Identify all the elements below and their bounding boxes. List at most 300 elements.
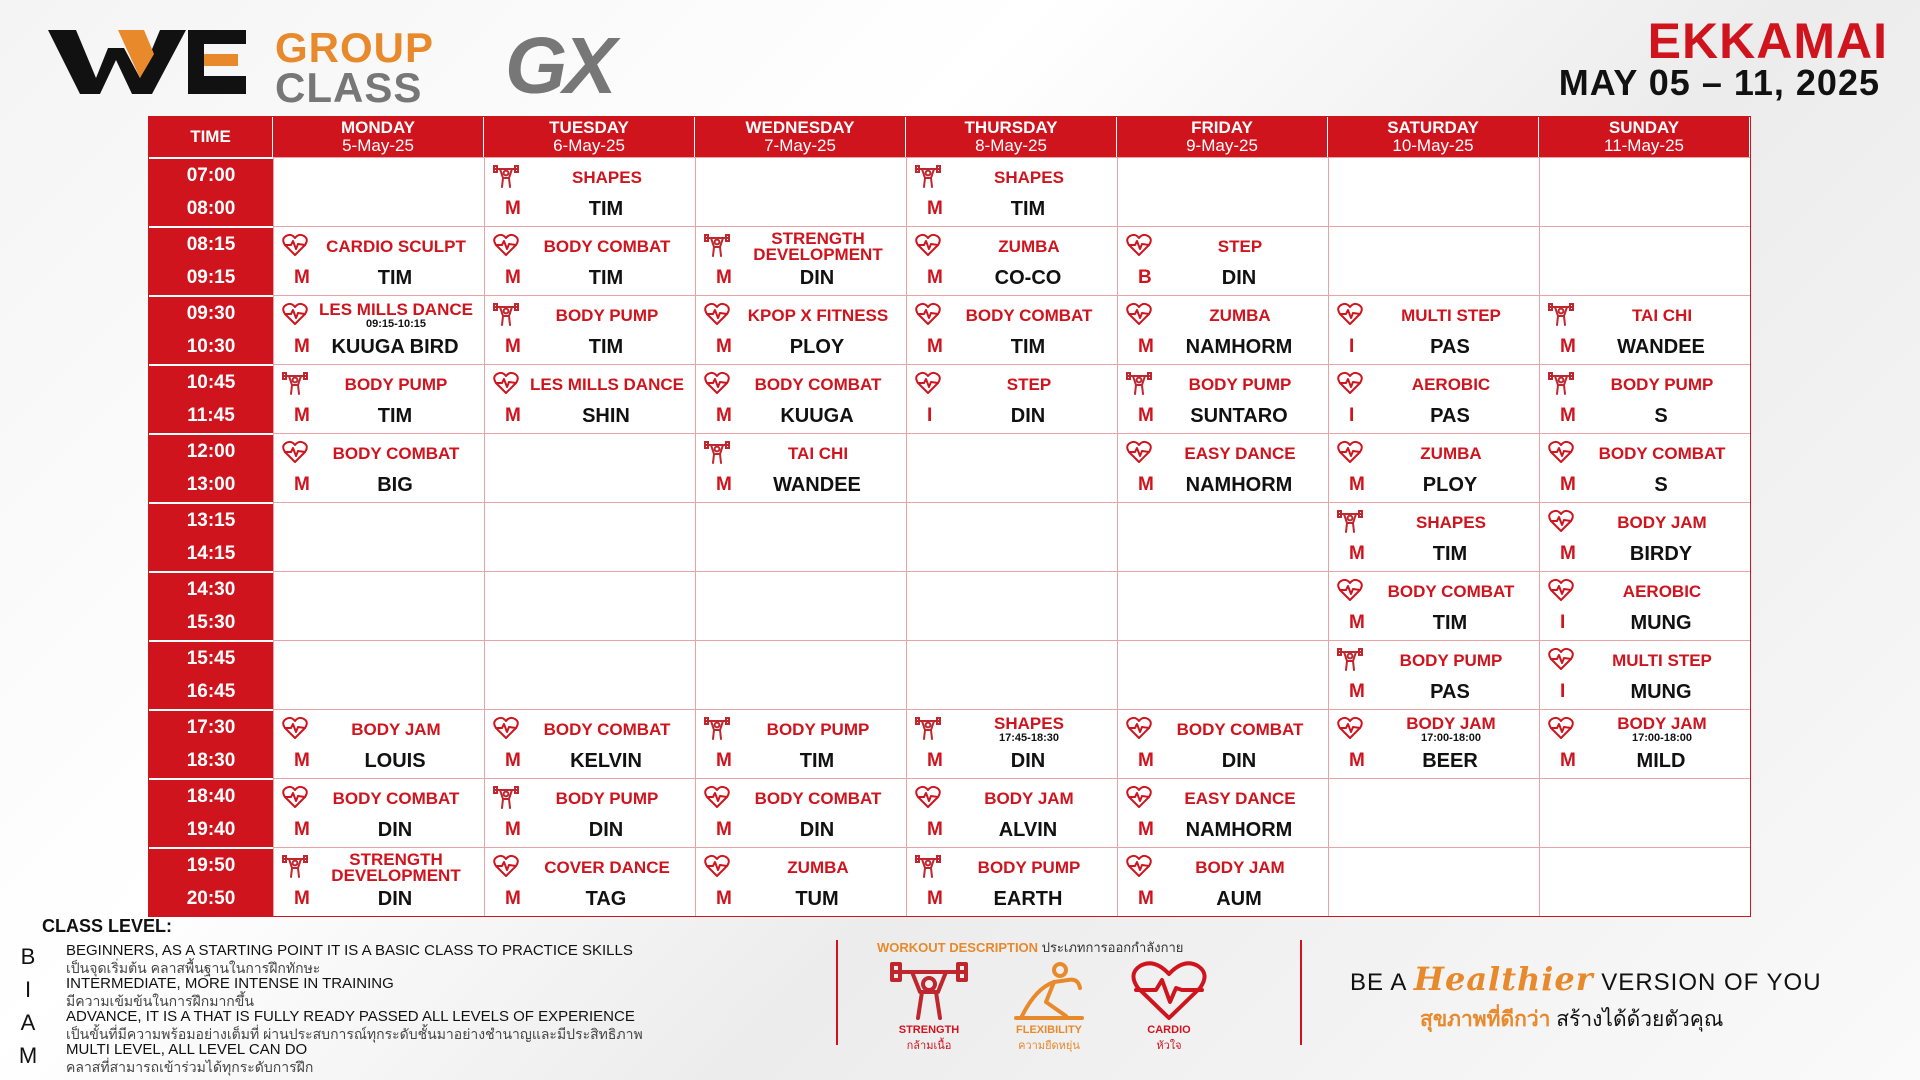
cardio-icon (282, 301, 308, 327)
empty-cell (273, 157, 484, 226)
trainer-name: WANDEE (1617, 336, 1705, 358)
time-slot (149, 364, 273, 433)
trainer-name: EARTH (993, 888, 1063, 910)
class-cell (273, 364, 484, 433)
time-start: 08:15 (186, 233, 236, 255)
empty-cell (1539, 157, 1750, 226)
class-level: M (716, 336, 732, 357)
class-name-text: MULTI STEP (1401, 306, 1501, 325)
cardio-icon (282, 715, 308, 741)
trainer-name: WANDEE (773, 474, 861, 496)
empty-cell (484, 502, 695, 571)
class-name-text: EASY DANCE (1184, 444, 1296, 463)
class-name-text: BODY COMBAT (754, 789, 882, 808)
class-level: M (1138, 336, 1154, 357)
cardio-icon (1548, 439, 1574, 465)
empty-cell (1328, 226, 1539, 295)
empty-cell (1328, 847, 1539, 916)
class-name (521, 367, 693, 403)
class-level-a (16, 1008, 816, 1041)
day-name: FRIDAY (1191, 118, 1253, 137)
class-level: I (1349, 336, 1355, 357)
class-name-text: SHAPES (1416, 513, 1486, 532)
trainer-name: TIM (1432, 612, 1468, 634)
class-cell (906, 226, 1117, 295)
class-level-m (16, 1041, 816, 1074)
trainer-name: TIM (377, 405, 413, 427)
trainer-name: TIM (588, 198, 624, 220)
class-level-b (16, 942, 816, 975)
day-name: SUNDAY (1608, 118, 1680, 137)
class-cell (695, 226, 906, 295)
class-cell (273, 433, 484, 502)
workout-cardio-en: CARDIO (1147, 1024, 1191, 1036)
trainer-name: KUUGA (780, 405, 854, 427)
trainer-name: KELVIN (570, 750, 642, 772)
class-name-text: BODY PUMP (1610, 375, 1714, 394)
date-range: MAY 05 – 11, 2025 (1558, 62, 1880, 103)
trainer-name: TIM (588, 336, 624, 358)
strength-icon (493, 784, 519, 810)
trainer-name: TIM (1010, 336, 1046, 358)
cardio-icon (704, 853, 730, 879)
strength-icon (493, 301, 519, 327)
cardio-icon (1548, 508, 1574, 534)
class-name-text: SHAPES (572, 168, 642, 187)
class-time: 17:45-18:30 (999, 732, 1059, 744)
trainer-name: KUUGA BIRD (331, 336, 459, 358)
day-header-wednesday (695, 117, 906, 157)
class-name (1365, 505, 1537, 541)
slogan-highlight: Healthier (1413, 960, 1594, 998)
trainer-name: ALVIN (998, 819, 1058, 841)
class-name (310, 298, 482, 334)
day-date: 10-May-25 (1392, 136, 1474, 155)
class-name-text: BODY JAM (1617, 714, 1707, 733)
class-name (1365, 712, 1537, 748)
strength-icon (1337, 508, 1363, 534)
empty-cell (484, 433, 695, 502)
class-level: M (505, 267, 521, 288)
cardio-icon (1126, 958, 1212, 1024)
class-name (521, 850, 693, 886)
trainer-name: NAMHORM (1185, 474, 1293, 496)
time-slot (149, 226, 273, 295)
class-name-text: BODY PUMP (766, 720, 870, 739)
class-name-text: STEP (1006, 375, 1052, 394)
day-date: 6-May-25 (553, 136, 625, 155)
class-name-text: BODY JAM (351, 720, 441, 739)
trainer-name: MILD (1636, 750, 1686, 772)
class-name (1365, 367, 1537, 403)
we-logo-icon (48, 20, 248, 98)
trainer-name: MUNG (1630, 681, 1692, 703)
strength-icon (1548, 370, 1574, 396)
workout-cardio-th: หัวใจ (1156, 1040, 1182, 1052)
class-cell (1328, 295, 1539, 364)
empty-cell (1328, 157, 1539, 226)
cardio-icon (704, 784, 730, 810)
class-name (943, 850, 1115, 886)
trainer-name: DIN (1010, 750, 1046, 772)
class-level: M (1349, 750, 1365, 771)
cardio-icon (282, 439, 308, 465)
class-cell (1117, 295, 1328, 364)
class-name (521, 712, 693, 748)
class-cell (1117, 226, 1328, 295)
class-name (732, 712, 904, 748)
class-name (943, 712, 1115, 748)
empty-cell (906, 502, 1117, 571)
workout-description-title-th: ประเภทการออกกำลังกาย (1041, 940, 1184, 955)
trainer-name: SUNTARO (1190, 405, 1288, 427)
class-name (943, 160, 1115, 196)
slogan (1350, 960, 1822, 998)
level-desc-th: มีความเข้มข้นในการฝึกมากขึ้น (66, 993, 254, 1009)
strength-icon (282, 853, 308, 879)
time-end: 16:45 (186, 681, 236, 703)
class-cell (1117, 847, 1328, 916)
class-cell (484, 157, 695, 226)
class-name (521, 160, 693, 196)
strength-icon (493, 163, 519, 189)
workout-flexibility-en: FLEXIBILITY (1016, 1024, 1082, 1036)
class-cell (906, 847, 1117, 916)
class-name (732, 298, 904, 334)
trainer-name: TIM (588, 267, 624, 289)
class-level: M (716, 819, 732, 840)
class-name-text: BODY COMBAT (754, 375, 882, 394)
class-name-text: COVER DANCE (544, 858, 670, 877)
class-name-text: BODY JAM (984, 789, 1074, 808)
class-name-text: STRENGTH DEVELOPMENT (331, 850, 461, 885)
level-desc-en: ADVANCE, IT IS A THAT IS FULLY READY PASSED ALL LEVELS OF EXPERIENCE (66, 1008, 635, 1025)
class-name-text: BODY COMBAT (332, 789, 460, 808)
class-name (943, 781, 1115, 817)
level-desc-en: INTERMEDIATE, MORE INTENSE IN TRAINING (66, 975, 394, 992)
empty-cell (906, 571, 1117, 640)
trainer-name: DIN (1221, 267, 1257, 289)
class-cell (906, 295, 1117, 364)
empty-cell (1539, 847, 1750, 916)
class-name-text: ZUMBA (1420, 444, 1482, 463)
class-name (1154, 781, 1326, 817)
day-name: MONDAY (341, 118, 415, 137)
class-name-text: BODY PUMP (1188, 375, 1292, 394)
level-desc-th: เป็นจุดเริ่มต้น คลาสพื้นฐานในการฝึกทักษะ (66, 960, 321, 976)
trainer-name: TIM (1010, 198, 1046, 220)
class-level: M (927, 819, 943, 840)
trainer-name: NAMHORM (1185, 819, 1293, 841)
strength-icon (915, 163, 941, 189)
time-slot (149, 433, 273, 502)
trainer-name: MUNG (1630, 612, 1692, 634)
trainer-name: CO-CO (994, 267, 1062, 289)
class-name-text: TAI CHI (1631, 306, 1693, 325)
branch-name: EKKAMAI (1647, 13, 1888, 69)
trainer-name: DIN (1010, 405, 1046, 427)
level-code: A (20, 1010, 36, 1035)
class-name (732, 436, 904, 472)
class-level: M (927, 198, 943, 219)
class-name (1154, 298, 1326, 334)
strength-icon (886, 958, 972, 1024)
we-logo (48, 20, 248, 98)
time-slot (149, 709, 273, 778)
class-name-text: BODY COMBAT (332, 444, 460, 463)
cardio-icon (915, 232, 941, 258)
class-name-text: BODY JAM (1617, 513, 1707, 532)
class-name-text: BODY JAM (1195, 858, 1285, 877)
class-name (1154, 229, 1326, 265)
class-name-text: MULTI STEP (1612, 651, 1712, 670)
trainer-name: TIM (799, 750, 835, 772)
class-name (943, 229, 1115, 265)
cardio-icon (1126, 784, 1152, 810)
class-level: M (1560, 474, 1576, 495)
empty-cell (906, 640, 1117, 709)
class-name (310, 850, 482, 886)
class-cell (1117, 778, 1328, 847)
class-level: I (1560, 681, 1566, 702)
trainer-name: DIN (799, 267, 835, 289)
time-end: 11:45 (187, 405, 235, 427)
time-slot (149, 847, 273, 916)
class-time: 17:00-18:00 (1421, 732, 1481, 744)
strength-icon (1126, 370, 1152, 396)
cardio-icon (493, 370, 519, 396)
time-end: 20:50 (186, 888, 236, 910)
trainer-name: S (1654, 405, 1668, 427)
day-header-monday (273, 117, 484, 157)
class-cell (1117, 364, 1328, 433)
time-start: 12:00 (186, 440, 236, 462)
class-cell (1539, 433, 1750, 502)
workout-description-title-en: WORKOUT DESCRIPTION (877, 940, 1039, 955)
time-start: 10:45 (186, 371, 236, 393)
time-end: 13:00 (186, 474, 236, 496)
class-cell (1539, 364, 1750, 433)
class-name-text: BODY COMBAT (543, 237, 671, 256)
class-level: M (505, 336, 521, 357)
strength-icon (704, 232, 730, 258)
trainer-name: DIN (588, 819, 624, 841)
level-code: B (20, 944, 36, 969)
level-desc-en: BEGINNERS, AS A STARTING POINT IT IS A BASIC CLASS TO PRACTICE SKILLS (66, 942, 633, 959)
class-name (1576, 505, 1748, 541)
class-level: M (1560, 750, 1576, 771)
class-name (1576, 367, 1748, 403)
class-cell (1328, 640, 1539, 709)
time-end: 15:30 (186, 612, 236, 634)
cardio-icon (282, 232, 308, 258)
class-cell (273, 709, 484, 778)
cardio-icon (1548, 646, 1574, 672)
class-cell (1539, 295, 1750, 364)
class-level: M (1560, 543, 1576, 564)
trainer-name: TUM (795, 888, 839, 910)
empty-cell (484, 640, 695, 709)
workout-strength-th: กล้ามเนื้อ (906, 1040, 952, 1052)
class-name-text: STRENGTH DEVELOPMENT (753, 229, 883, 264)
time-end: 14:15 (186, 543, 236, 565)
level-desc-th: เป็นขั้นที่มีความพร้อมอย่างเต็มที่ ผ่านประสบการณ์ทุกระดับชั้นมาอย่างชำนาญและมีประสิทธิภาพ (66, 1026, 643, 1042)
class-cell (273, 226, 484, 295)
empty-cell (1539, 226, 1750, 295)
class-name-text: KPOP X FITNESS (747, 306, 889, 325)
class-name (1576, 574, 1748, 610)
cardio-icon (1126, 853, 1152, 879)
day-date: 7-May-25 (764, 136, 836, 155)
strength-icon (1337, 646, 1363, 672)
class-name-text: BODY PUMP (1399, 651, 1503, 670)
trainer-name: TIM (1432, 543, 1468, 565)
workout-description-title (877, 937, 1183, 958)
class-name-text: LES MILLS DANCE (530, 375, 684, 394)
cardio-icon (282, 784, 308, 810)
trainer-name: LOUIS (364, 750, 426, 772)
class-name-text: AEROBIC (1411, 375, 1491, 394)
day-header-thursday (906, 117, 1117, 157)
class-name-text: AEROBIC (1622, 582, 1702, 601)
class-level: I (927, 405, 933, 426)
empty-cell (1328, 778, 1539, 847)
strength-icon (704, 715, 730, 741)
class-level: M (294, 267, 310, 288)
level-code: M (18, 1043, 38, 1068)
strength-icon (282, 370, 308, 396)
empty-cell (1117, 157, 1328, 226)
cardio-icon (1337, 715, 1363, 741)
class-name-text: BODY JAM (1406, 714, 1496, 733)
class-level: M (294, 888, 310, 909)
strength-icon (915, 853, 941, 879)
empty-cell (484, 571, 695, 640)
cardio-icon (1126, 439, 1152, 465)
class-name (732, 850, 904, 886)
cardio-icon (1337, 370, 1363, 396)
class-cell (1539, 640, 1750, 709)
class-cell (1328, 709, 1539, 778)
class-name-text: SHAPES (994, 714, 1064, 733)
class-name-text: ZUMBA (998, 237, 1060, 256)
trainer-name: NAMHORM (1185, 336, 1293, 358)
slogan-thai (1420, 1003, 1723, 1036)
class-cell (484, 847, 695, 916)
time-slot (149, 640, 273, 709)
class-level: M (927, 888, 943, 909)
cardio-icon (704, 301, 730, 327)
time-start: 13:15 (186, 509, 236, 531)
class-cell (484, 709, 695, 778)
class-name (1154, 850, 1326, 886)
class-name (1365, 643, 1537, 679)
class-name (310, 229, 482, 265)
workout-cardio (1114, 958, 1224, 1054)
class-name (521, 298, 693, 334)
divider (836, 940, 838, 1045)
header-time: TIME (149, 117, 273, 157)
class-level: M (1560, 336, 1576, 357)
class-cell (1328, 502, 1539, 571)
trainer-name: PAS (1430, 405, 1470, 427)
class-cell (695, 847, 906, 916)
class-cell (695, 709, 906, 778)
class-cell (273, 778, 484, 847)
class-cell (1117, 709, 1328, 778)
class-name-text: ZUMBA (1209, 306, 1271, 325)
slogan-pre: BE A (1350, 969, 1407, 996)
empty-cell (695, 157, 906, 226)
day-header-saturday (1328, 117, 1539, 157)
logo-gx-text: GX (505, 21, 613, 110)
empty-cell (273, 571, 484, 640)
empty-cell (273, 640, 484, 709)
class-cell (1539, 502, 1750, 571)
class-name (310, 367, 482, 403)
class-time: 17:00-18:00 (1632, 732, 1692, 744)
time-end: 09:15 (186, 267, 236, 289)
trainer-name: BIRDY (1629, 543, 1693, 565)
class-level: M (505, 405, 521, 426)
day-date: 8-May-25 (975, 136, 1047, 155)
class-name (943, 367, 1115, 403)
empty-cell (1117, 502, 1328, 571)
class-cell (484, 226, 695, 295)
cardio-icon (1126, 301, 1152, 327)
strength-icon (704, 439, 730, 465)
class-name (732, 229, 904, 265)
day-name: TUESDAY (549, 118, 629, 137)
class-level: M (294, 474, 310, 495)
class-level: M (1349, 612, 1365, 633)
class-level: M (1138, 888, 1154, 909)
day-header-tuesday (484, 117, 695, 157)
class-level: M (294, 336, 310, 357)
class-level: I (1349, 405, 1355, 426)
time-slot (149, 295, 273, 364)
group-class-gx-logo (275, 21, 735, 111)
cardio-icon (915, 301, 941, 327)
class-name (1154, 436, 1326, 472)
schedule-table (148, 116, 1751, 917)
class-level: M (1138, 405, 1154, 426)
class-name (1365, 298, 1537, 334)
time-start: 18:40 (186, 785, 236, 807)
time-start: 09:30 (186, 302, 236, 324)
class-name (310, 436, 482, 472)
class-cell (273, 847, 484, 916)
empty-cell (695, 571, 906, 640)
empty-cell (273, 502, 484, 571)
class-name (1576, 298, 1748, 334)
class-level: M (1349, 474, 1365, 495)
cardio-icon (704, 370, 730, 396)
time-slot (149, 571, 273, 640)
slogan-post: VERSION OF YOU (1601, 969, 1822, 996)
class-level: M (505, 198, 521, 219)
slogan-thai-black: สร้างได้ด้วยตัวคุณ (1556, 1008, 1724, 1031)
trainer-name: TIM (377, 267, 413, 289)
time-end: 19:40 (186, 819, 236, 841)
cardio-icon (493, 853, 519, 879)
trainer-name: PAS (1430, 681, 1470, 703)
class-level: M (716, 888, 732, 909)
class-level: I (1560, 612, 1566, 633)
cardio-icon (915, 370, 941, 396)
class-level: M (1349, 681, 1365, 702)
class-name-text: BODY COMBAT (1387, 582, 1515, 601)
